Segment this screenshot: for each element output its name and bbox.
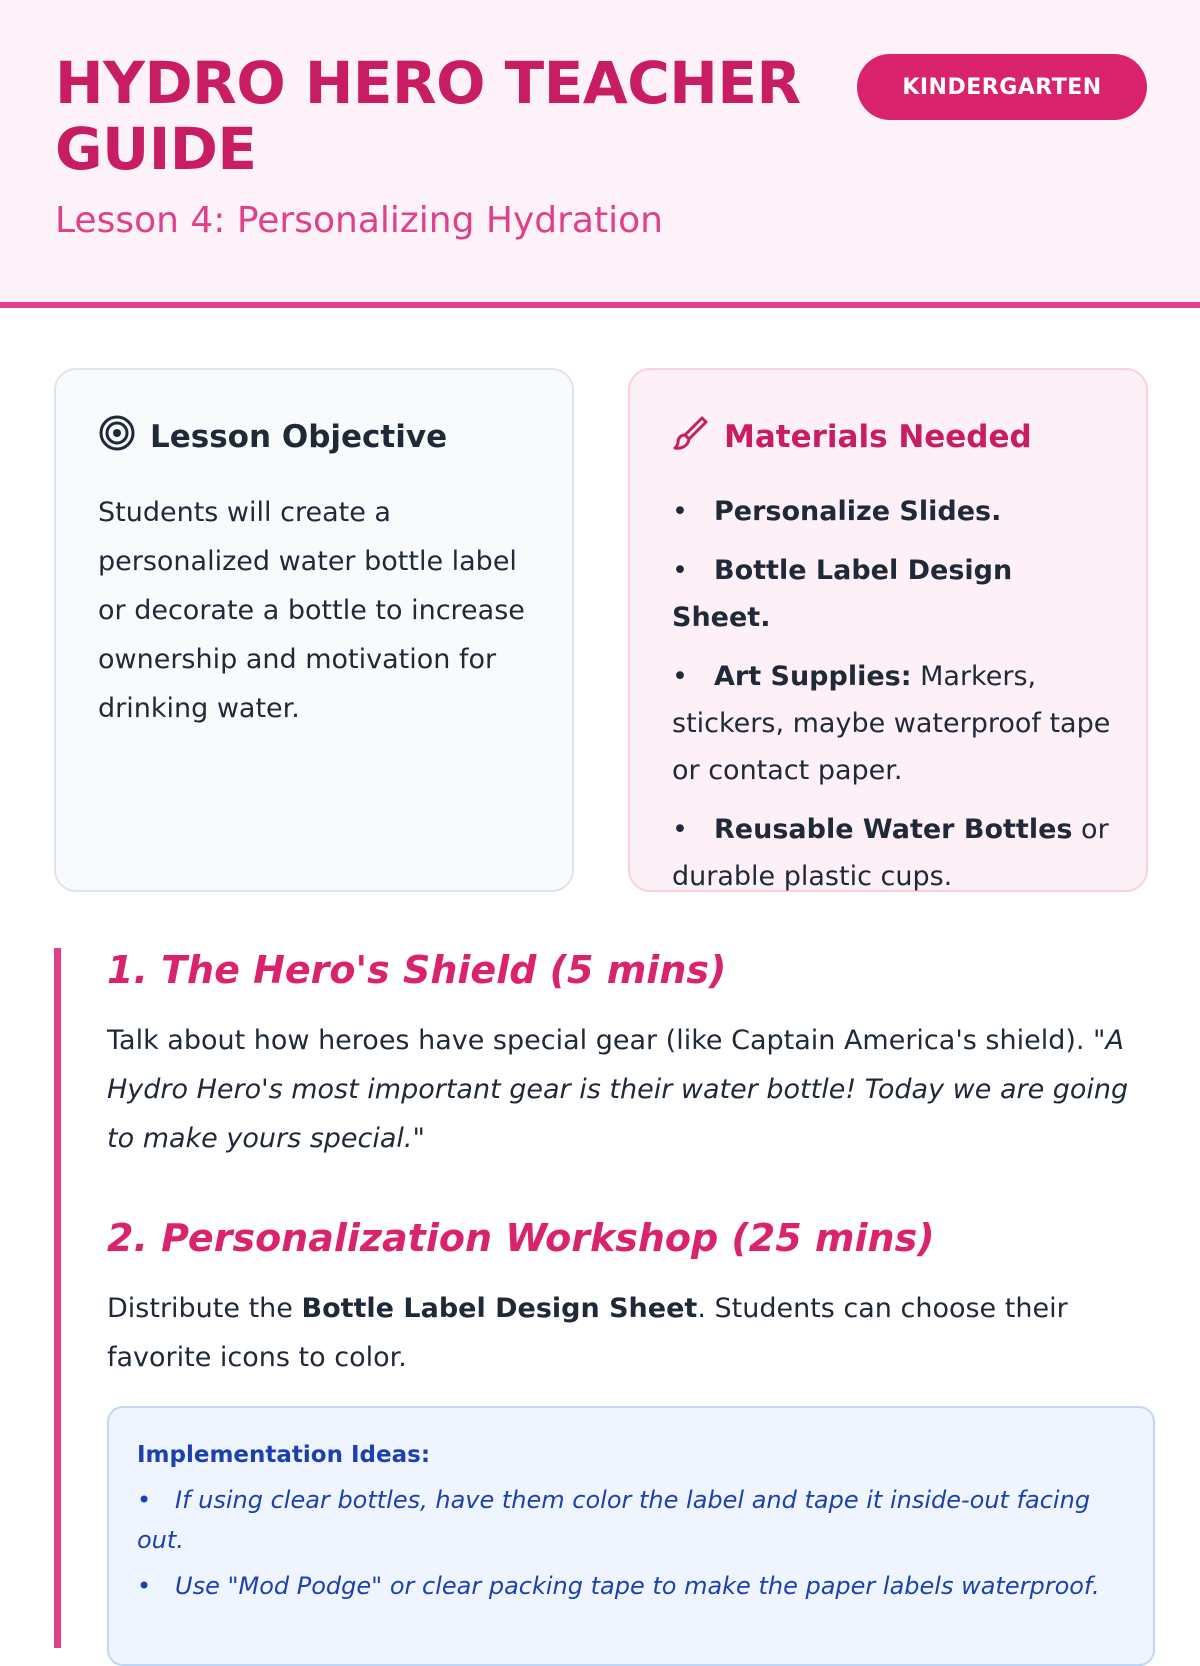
list-item: • Personalize Slides. — [672, 496, 1002, 527]
material-detail: Markers, stickers, maybe waterproof tape or contact paper. — [672, 661, 1111, 786]
implementation-ideas-box — [107, 1406, 1155, 1666]
list-item: • Reusable Water Bottles or durable plastic cups. — [672, 814, 1109, 892]
objective-heading-row — [98, 414, 447, 460]
grade-badge: KINDERGARTEN — [857, 54, 1147, 120]
materials-card — [628, 368, 1148, 892]
paintbrush-icon — [672, 414, 710, 460]
materials-heading-row — [672, 414, 1032, 460]
material-name: Bottle Label Design Sheet. — [672, 555, 1013, 633]
step-1-text: Talk about how heroes have special gear (like Captain America's shield). "A Hydro Hero's most important gear is their water bottle! Today we are going to make yours special." — [107, 1025, 1129, 1154]
material-name: Reusable Water Bottles — [714, 814, 1073, 845]
list-item: • Use "Mod Podge" or clear packing tape to make the paper labels waterproof. — [137, 1572, 1100, 1600]
objective-heading: Lesson Objective — [150, 419, 448, 455]
step-1-quote: "A Hydro Hero's most important gear is their water bottle! Today we are going to make yours special." — [107, 1025, 1129, 1154]
step-1-title: 1. The Hero's Shield (5 mins) — [107, 948, 727, 992]
ideas-list — [137, 1480, 1117, 1612]
page-title: HYDRO HERO TEACHER GUIDE — [55, 49, 801, 183]
material-name: Personalize Slides. — [714, 496, 1002, 527]
target-icon — [98, 414, 136, 460]
ideas-heading: Implementation Ideas: — [137, 1442, 431, 1468]
list-item: • Art Supplies: Markers, stickers, maybe waterproof tape or contact paper. — [672, 661, 1111, 786]
step-2-text: Distribute the Bottle Label Design Sheet. Students can choose their favorite icons to color. — [107, 1293, 1068, 1373]
materials-heading: Materials Needed — [724, 419, 1032, 455]
list-item: • If using clear bottles, have them color the label and tape it inside-out facing out. — [137, 1486, 1091, 1554]
lesson-subtitle: Lesson 4: Personalizing Hydration — [55, 200, 663, 241]
step-2-title: 2. Personalization Workshop (25 mins) — [107, 1216, 935, 1260]
objective-text: Students will create a personalized water bottle label or decorate a bottle to increase ownership and motivation for drinking water. — [98, 497, 525, 724]
materials-list — [672, 488, 1112, 912]
lesson-steps — [54, 948, 1148, 1648]
material-name: Art Supplies: — [714, 661, 912, 692]
page-header — [0, 0, 1200, 308]
objective-card — [54, 368, 574, 892]
material-detail: or durable plastic cups. — [672, 814, 1109, 892]
list-item: • Bottle Label Design Sheet. — [672, 555, 1013, 633]
